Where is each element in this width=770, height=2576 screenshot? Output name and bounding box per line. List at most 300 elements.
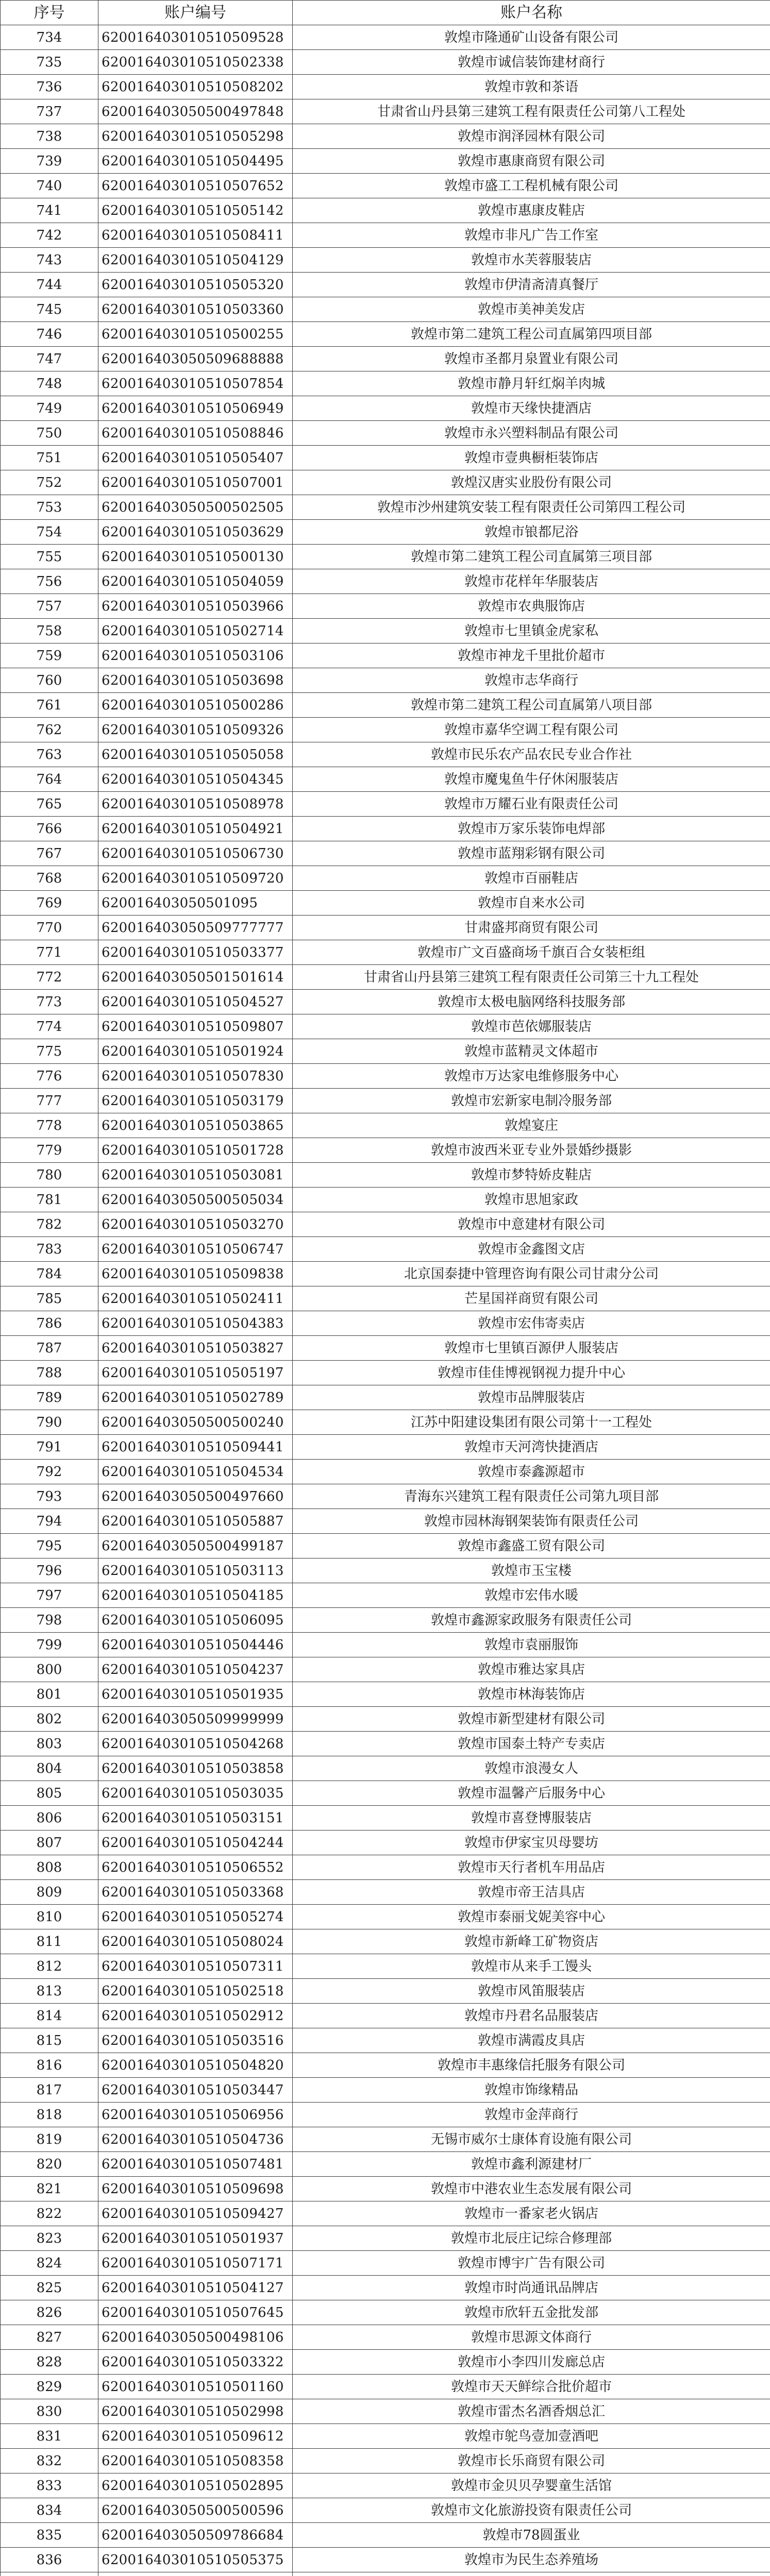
cell-account-name: 敦煌市玉宝楼 — [293, 1558, 770, 1583]
table-row — [1, 1954, 770, 1979]
cell-account-number: 620016403010510505274 — [98, 1905, 293, 1929]
table-row — [1, 1806, 770, 1831]
cell-account-name: 敦煌市中意建材有限公司 — [293, 1212, 770, 1237]
table-row — [1, 841, 770, 866]
cell-account-name: 敦煌市嘉华空调工程有限公司 — [293, 718, 770, 742]
cell-account-number: 620016403010510505320 — [98, 273, 293, 297]
cell-account-number: 620016403050500500596 — [98, 2498, 293, 2523]
table-row — [1, 545, 770, 569]
cell-account-number: 620016403050500505034 — [98, 1188, 293, 1212]
table-row — [1, 421, 770, 446]
cell-account-number: 620016403010510504921 — [98, 817, 293, 841]
cell-account-name: 敦煌市万达家电维修服务中心 — [293, 1064, 770, 1089]
cell-seq: 735 — [1, 50, 98, 75]
table-row — [1, 223, 770, 248]
header-account-number: 账户编号 — [98, 1, 293, 25]
table-row — [1, 1756, 770, 1781]
cell-account-number: 620016403050501095 — [98, 891, 293, 916]
cell-account-name: 芒星国祥商贸有限公司 — [293, 1286, 770, 1311]
table-row — [1, 643, 770, 668]
cell-account-number: 620016403010510504345 — [98, 767, 293, 792]
cell-account-name: 敦煌市金鑫图文店 — [293, 1237, 770, 1262]
cell-account-number: 620016403010510509698 — [98, 2177, 293, 2201]
cell-seq: 773 — [1, 990, 98, 1014]
cell-account-name: 敦煌市静月轩红焖羊肉城 — [293, 371, 770, 396]
cell-account-name: 敦煌市神龙千里批价超市 — [293, 643, 770, 668]
cell-account-name: 敦煌市蓝翔彩钢有限公司 — [293, 841, 770, 866]
cell-account-number: 620016403010510504268 — [98, 1732, 293, 1756]
cell-account-number: 620016403050500500240 — [98, 1410, 293, 1435]
table-row — [1, 50, 770, 75]
table-row — [1, 1014, 770, 1039]
cell-account-name: 敦煌市水芙蓉服装店 — [293, 248, 770, 273]
cell-account-name: 敦煌市宏伟水暖 — [293, 1583, 770, 1608]
cell-account-number: 620016403010510504127 — [98, 2276, 293, 2300]
table-row — [1, 668, 770, 693]
cell-seq: 829 — [1, 2375, 98, 2399]
cell-seq: 795 — [1, 1534, 98, 1558]
cell-account-name: 敦煌市鸵鸟壹加壹酒吧 — [293, 2424, 770, 2449]
table-row — [1, 1336, 770, 1361]
cell-account-number: 620016403010510504446 — [98, 1633, 293, 1657]
cell-seq: 780 — [1, 1163, 98, 1188]
table-row — [1, 2523, 770, 2548]
cell-seq: 830 — [1, 2399, 98, 2424]
cell-account-name: 敦煌市天行者机车用品店 — [293, 1855, 770, 1880]
cell-account-name: 敦煌市宏新家电制冷服务部 — [293, 1089, 770, 1113]
cell-account-number: 620016403010510502518 — [98, 1979, 293, 2004]
table-row — [1, 1781, 770, 1806]
table-row — [1, 2276, 770, 2300]
cell-account-number: 620016403010510507481 — [98, 2152, 293, 2177]
table-row — [1, 1089, 770, 1113]
cell-seq: 810 — [1, 1905, 98, 1929]
cell-account-name: 敦煌市为民生态养殖场 — [293, 2548, 770, 2572]
cell-account-name: 敦煌市泰鑫源超市 — [293, 1460, 770, 1484]
cell-account-name: 敦煌市蓝精灵文体超市 — [293, 1039, 770, 1064]
table-row — [1, 1633, 770, 1657]
cell-account-name: 敦煌市惠康商贸有限公司 — [293, 149, 770, 174]
table-row — [1, 2078, 770, 2103]
cell-account-name: 敦煌市百丽鞋店 — [293, 866, 770, 891]
cell-account-number: 620016403010510508978 — [98, 792, 293, 817]
table-row — [1, 2201, 770, 2226]
cell-account-name: 敦煌市伊清斋清真餐厅 — [293, 273, 770, 297]
cell-seq: 803 — [1, 1732, 98, 1756]
cell-seq: 820 — [1, 2152, 98, 2177]
cell-account-number: 620016403010510505197 — [98, 1361, 293, 1385]
table-row — [1, 1880, 770, 1905]
cell-account-name: 敦煌市鑫源家政服务有限责任公司 — [293, 1608, 770, 1633]
cell-account-name: 江苏中阳建设集团有限公司第十一工程处 — [293, 1410, 770, 1435]
cell-account-number: 620016403010510508202 — [98, 75, 293, 99]
cell-seq: 822 — [1, 2201, 98, 2226]
cell-account-name: 敦煌市长乐商贸有限公司 — [293, 2449, 770, 2473]
table-row — [1, 1534, 770, 1558]
cell-account-number: 620016403010510501937 — [98, 2226, 293, 2251]
cell-account-name: 敦煌市美神美发店 — [293, 297, 770, 322]
cell-seq: 776 — [1, 1064, 98, 1089]
cell-account-number: 620016403010510503106 — [98, 643, 293, 668]
cell-seq: 819 — [1, 2127, 98, 2152]
cell-seq: 764 — [1, 767, 98, 792]
cell-seq: 832 — [1, 2449, 98, 2473]
table-row — [1, 1311, 770, 1336]
cell-account-number: 620016403010510506949 — [98, 396, 293, 421]
table-row — [1, 2548, 770, 2572]
cell-account-name: 敦煌市帝王洁具店 — [293, 1880, 770, 1905]
cell-seq: 791 — [1, 1435, 98, 1460]
cell-account-name: 敦煌市诚信装饰建材商行 — [293, 50, 770, 75]
cell-account-name: 敦煌市天天鲜综合批价超市 — [293, 2375, 770, 2399]
cell-account-number: 620016403010510503035 — [98, 1781, 293, 1806]
cell-account-number: 620016403010510501728 — [98, 1138, 293, 1163]
cell-account-name: 敦煌市民乐农产品农民专业合作社 — [293, 742, 770, 767]
cell-account-name: 敦煌市梦特娇皮鞋店 — [293, 1163, 770, 1188]
cell-seq: 751 — [1, 446, 98, 470]
cell-seq: 756 — [1, 569, 98, 594]
cell-account-number: 620016403010510503179 — [98, 1089, 293, 1113]
cell-account-name: 敦煌市品牌服装店 — [293, 1385, 770, 1410]
cell-seq: 743 — [1, 248, 98, 273]
table-row — [1, 198, 770, 223]
cell-seq: 761 — [1, 693, 98, 718]
cell-seq: 797 — [1, 1583, 98, 1608]
cell-account-name: 甘肃盛邦商贸有限公司 — [293, 916, 770, 940]
cell-account-number: 620016403010510507311 — [98, 1954, 293, 1979]
table-row — [1, 1929, 770, 1954]
cell-account-name: 北京国泰捷中管理咨询有限公司甘肃分公司 — [293, 1262, 770, 1286]
table-row — [1, 371, 770, 396]
cell-account-number: 620016403010510508024 — [98, 1929, 293, 1954]
cell-account-name: 敦煌市金萍商行 — [293, 2103, 770, 2127]
table-row — [1, 1262, 770, 1286]
cell-account-number: 620016403010510502714 — [98, 619, 293, 643]
table-row — [1, 446, 770, 470]
cell-account-name: 敦煌市北辰庄记综合修理部 — [293, 2226, 770, 2251]
cell-account-number: 620016403050509786684 — [98, 2523, 293, 2548]
cell-account-name: 敦煌市天缘快捷酒店 — [293, 396, 770, 421]
cell-seq: 788 — [1, 1361, 98, 1385]
table-row — [1, 891, 770, 916]
cell-account-name: 敦煌市太极电脑网络科技服务部 — [293, 990, 770, 1014]
cell-account-name: 敦煌市从来手工馒头 — [293, 1954, 770, 1979]
table-row — [1, 693, 770, 718]
cell-account-number: 620016403010510508846 — [98, 421, 293, 446]
cell-seq: 798 — [1, 1608, 98, 1633]
table-row — [1, 1484, 770, 1509]
cell-account-name: 敦煌市佳佳博视钢视力提升中心 — [293, 1361, 770, 1385]
header-account-name: 账户名称 — [293, 1, 770, 25]
cell-account-number: 620016403010510503447 — [98, 2078, 293, 2103]
cell-account-name: 敦煌市丰惠缘信托服务有限公司 — [293, 2053, 770, 2078]
cell-account-name: 敦煌市自来水公司 — [293, 891, 770, 916]
cell-account-number: 620016403050501501614 — [98, 965, 293, 990]
cell-seq: 757 — [1, 594, 98, 619]
cell-account-number: 620016403010510503865 — [98, 1113, 293, 1138]
table-row — [1, 2350, 770, 2375]
cell-account-name: 敦煌市波西米亚专业外景婚纱摄影 — [293, 1138, 770, 1163]
cell-account-number: 620016403010510508411 — [98, 223, 293, 248]
cell-seq: 774 — [1, 1014, 98, 1039]
cell-account-name: 敦煌汉唐实业股份有限公司 — [293, 470, 770, 495]
table-row — [1, 1212, 770, 1237]
cell-account-number: 620016403010510509528 — [98, 25, 293, 50]
table-row — [1, 99, 770, 124]
cell-seq: 781 — [1, 1188, 98, 1212]
table-row — [1, 2226, 770, 2251]
table-row — [1, 2325, 770, 2350]
cell-account-name: 青海东兴建筑工程有限责任公司第九项目部 — [293, 1484, 770, 1509]
table-row — [1, 1657, 770, 1682]
cell-account-name: 敦煌市宏伟寄卖店 — [293, 1311, 770, 1336]
header-seq: 序号 — [1, 1, 98, 25]
cell-account-name: 敦煌市广文百盛商场千旗百合女装柜组 — [293, 940, 770, 965]
cell-seq: 772 — [1, 965, 98, 990]
cell-account-number: 620016403050500497660 — [98, 1484, 293, 1509]
cell-seq: 737 — [1, 99, 98, 124]
cell-seq: 750 — [1, 421, 98, 446]
cell-account-name: 敦煌市芭依娜服装店 — [293, 1014, 770, 1039]
cell-account-number: 620016403010510502789 — [98, 1385, 293, 1410]
table-row — [1, 124, 770, 149]
cell-seq: 763 — [1, 742, 98, 767]
cell-account-number: 620016403010510501924 — [98, 1039, 293, 1064]
table-row — [1, 792, 770, 817]
table-row — [1, 1509, 770, 1534]
table-row — [1, 1460, 770, 1484]
table-row — [1, 1237, 770, 1262]
cell-seq: 775 — [1, 1039, 98, 1064]
table-row — [1, 866, 770, 891]
cell-account-name: 敦煌市一番家老火锅店 — [293, 2201, 770, 2226]
table-row — [1, 1707, 770, 1732]
table-row — [1, 470, 770, 495]
cell-seq: 825 — [1, 2276, 98, 2300]
cell-account-number: 620016403010510507854 — [98, 371, 293, 396]
cell-seq: 749 — [1, 396, 98, 421]
cell-seq: 752 — [1, 470, 98, 495]
cell-account-name: 敦煌市鑫利源建材厂 — [293, 2152, 770, 2177]
table-row — [1, 2152, 770, 2177]
cell-seq: 769 — [1, 891, 98, 916]
cell-account-number: 620016403010510506552 — [98, 1855, 293, 1880]
cell-account-name: 敦煌市浪漫女人 — [293, 1756, 770, 1781]
cell-seq: 783 — [1, 1237, 98, 1262]
cell-account-name: 敦煌市文化旅游投资有限责任公司 — [293, 2498, 770, 2523]
cell-seq: 816 — [1, 2053, 98, 2078]
table-row — [1, 2498, 770, 2523]
cell-account-number: 620016403010510507652 — [98, 174, 293, 198]
table-row — [1, 347, 770, 371]
cell-account-name: 敦煌市雷杰名酒香烟总汇 — [293, 2399, 770, 2424]
cell-seq: 836 — [1, 2548, 98, 2572]
table-row — [1, 619, 770, 643]
cell-account-number: 620016403010510505375 — [98, 2548, 293, 2572]
table-row — [1, 2375, 770, 2399]
cell-seq: 817 — [1, 2078, 98, 2103]
cell-seq: 748 — [1, 371, 98, 396]
cell-account-name: 敦煌市永兴塑料制品有限公司 — [293, 421, 770, 446]
cell-account-name: 敦煌市泰丽戈妮美容中心 — [293, 1905, 770, 1929]
cell-seq: 834 — [1, 2498, 98, 2523]
cell-account-name: 敦煌市金贝贝孕婴童生活馆 — [293, 2473, 770, 2498]
cell-account-name: 敦煌市沙州建筑安装工程有限责任公司第四工程公司 — [293, 495, 770, 520]
cell-seq: 779 — [1, 1138, 98, 1163]
cell-account-number: 620016403010510503698 — [98, 668, 293, 693]
cell-account-name: 敦煌市七里镇百源伊人服装店 — [293, 1336, 770, 1361]
table-row — [1, 1039, 770, 1064]
cell-seq: 794 — [1, 1509, 98, 1534]
table-row — [1, 1682, 770, 1707]
table-row — [1, 742, 770, 767]
cell-account-name: 敦煌市78圆蛋业 — [293, 2523, 770, 2548]
cell-account-name: 敦煌市小李四川发廊总店 — [293, 2350, 770, 2375]
cell-seq: 777 — [1, 1089, 98, 1113]
cell-account-name: 敦煌市隆通矿山设备有限公司 — [293, 25, 770, 50]
table-row — [1, 2449, 770, 2473]
cell-account-name: 敦煌市欣轩五金批发部 — [293, 2300, 770, 2325]
table-row — [1, 817, 770, 841]
table-row — [1, 297, 770, 322]
cell-account-number: 620016403010510503368 — [98, 1880, 293, 1905]
cell-account-number: 620016403010510505058 — [98, 742, 293, 767]
cell-seq: 814 — [1, 2004, 98, 2028]
cell-seq: 753 — [1, 495, 98, 520]
cell-seq: 821 — [1, 2177, 98, 2201]
table-row — [1, 1163, 770, 1188]
table-row — [1, 1583, 770, 1608]
cell-account-number: 620016403010510504237 — [98, 1657, 293, 1682]
cell-account-name: 敦煌市万耀石业有限责任公司 — [293, 792, 770, 817]
cell-account-name: 敦煌市喜登博服装店 — [293, 1806, 770, 1831]
cell-seq: 758 — [1, 619, 98, 643]
cell-seq: 799 — [1, 1633, 98, 1657]
cell-seq: 812 — [1, 1954, 98, 1979]
table-row — [1, 2103, 770, 2127]
cell-account-name: 敦煌市花样年华服装店 — [293, 569, 770, 594]
cell-seq — [1, 2572, 98, 2576]
cell-account-name: 敦煌市第二建筑工程公司直属第三项目部 — [293, 545, 770, 569]
cell-account-number: 620016403010510503858 — [98, 1756, 293, 1781]
cell-account-number: 620016403010510502912 — [98, 2004, 293, 2028]
cell-account-name: 敦煌市中港农业生态发展有限公司 — [293, 2177, 770, 2201]
cell-account-name: 敦煌市园林海钢架装饰有限责任公司 — [293, 1509, 770, 1534]
cell-account-name: 敦煌市志华商行 — [293, 668, 770, 693]
cell-seq: 739 — [1, 149, 98, 174]
table-row — [1, 2473, 770, 2498]
cell-seq: 824 — [1, 2251, 98, 2276]
cell-account-name: 敦煌市丹君名品服装店 — [293, 2004, 770, 2028]
cell-seq: 802 — [1, 1707, 98, 1732]
cell-account-name: 敦煌市壹典橱柜装饰店 — [293, 446, 770, 470]
cell-account-number: 620016403010510506095 — [98, 1608, 293, 1633]
cell-account-name: 无锡市威尔士康体育设施有限公司 — [293, 2127, 770, 2152]
cell-account-name: 敦煌市博宇广告有限公司 — [293, 2251, 770, 2276]
cell-account-name: 敦煌市锒都尼浴 — [293, 520, 770, 545]
table-row — [1, 1113, 770, 1138]
table-row — [1, 1732, 770, 1756]
table-row — [1, 1558, 770, 1583]
cell-account-name: 敦煌市非凡广告工作室 — [293, 223, 770, 248]
cell-account-name: 敦煌市满霞皮具店 — [293, 2028, 770, 2053]
cell-account-name: 敦煌市润泽园林有限公司 — [293, 124, 770, 149]
cell-account-number: 620016403010510506730 — [98, 841, 293, 866]
cell-account-number: 620016403050500502505 — [98, 495, 293, 520]
cell-seq: 789 — [1, 1385, 98, 1410]
cell-account-name: 敦煌市袁丽服饰 — [293, 1633, 770, 1657]
cell-seq: 787 — [1, 1336, 98, 1361]
table-row — [1, 1435, 770, 1460]
table-row — [1, 2053, 770, 2078]
cell-seq: 747 — [1, 347, 98, 371]
cell-seq: 762 — [1, 718, 98, 742]
cell-seq: 766 — [1, 817, 98, 841]
cell-seq: 796 — [1, 1558, 98, 1583]
table-row — [1, 965, 770, 990]
cell-seq: 833 — [1, 2473, 98, 2498]
table-body — [1, 25, 770, 2576]
cell-account-number: 620016403010510508358 — [98, 2449, 293, 2473]
cell-account-number: 620016403010510501935 — [98, 1682, 293, 1707]
table-row — [1, 149, 770, 174]
table-row — [1, 248, 770, 273]
cell-seq: 805 — [1, 1781, 98, 1806]
cell-account-number: 620016403010510503081 — [98, 1163, 293, 1188]
table-row — [1, 25, 770, 50]
cell-seq: 809 — [1, 1880, 98, 1905]
table-row — [1, 718, 770, 742]
cell-seq: 785 — [1, 1286, 98, 1311]
cell-account-name: 甘肃省山丹县第三建筑工程有限责任公司第八工程处 — [293, 99, 770, 124]
table-row — [1, 75, 770, 99]
table-row — [1, 495, 770, 520]
table-row — [1, 2251, 770, 2276]
table-row — [1, 916, 770, 940]
table-row — [1, 2127, 770, 2152]
table-row — [1, 1064, 770, 1089]
cell-account-number: 620016403010510509838 — [98, 1262, 293, 1286]
cell-account-name: 敦煌市新峰工矿物资店 — [293, 1929, 770, 1954]
cell-account-name: 敦煌市鑫盛工贸有限公司 — [293, 1534, 770, 1558]
cell-account-name: 敦煌宴庄 — [293, 1113, 770, 1138]
cell-account-number: 620016403050509688888 — [98, 347, 293, 371]
cell-seq: 786 — [1, 1311, 98, 1336]
table-row — [1, 1138, 770, 1163]
cell-seq: 771 — [1, 940, 98, 965]
cell-account-name: 敦煌市雅达家具店 — [293, 1657, 770, 1682]
cell-account-name: 敦煌市圣都月泉置业有限公司 — [293, 347, 770, 371]
table-row — [1, 520, 770, 545]
table-row — [1, 569, 770, 594]
cell-account-number: 620016403050500498106 — [98, 2325, 293, 2350]
cell-account-name: 敦煌市盛工工程机械有限公司 — [293, 174, 770, 198]
cell-account-number: 620016403050509999999 — [98, 1707, 293, 1732]
cell-account-name: 敦煌市天河湾快捷酒店 — [293, 1435, 770, 1460]
cell-account-number: 620016403010510503827 — [98, 1336, 293, 1361]
cell-seq: 808 — [1, 1855, 98, 1880]
cell-seq: 760 — [1, 668, 98, 693]
cell-account-number: 620016403010510507171 — [98, 2251, 293, 2276]
cell-account-number: 620016403010510503377 — [98, 940, 293, 965]
cell-account-number: 620016403010510500255 — [98, 322, 293, 347]
table-row — [1, 273, 770, 297]
cell-seq: 741 — [1, 198, 98, 223]
table-row — [1, 767, 770, 792]
cell-account-number: 620016403010510504820 — [98, 2053, 293, 2078]
cell-account-number: 620016403010510504736 — [98, 2127, 293, 2152]
cell-seq: 738 — [1, 124, 98, 149]
